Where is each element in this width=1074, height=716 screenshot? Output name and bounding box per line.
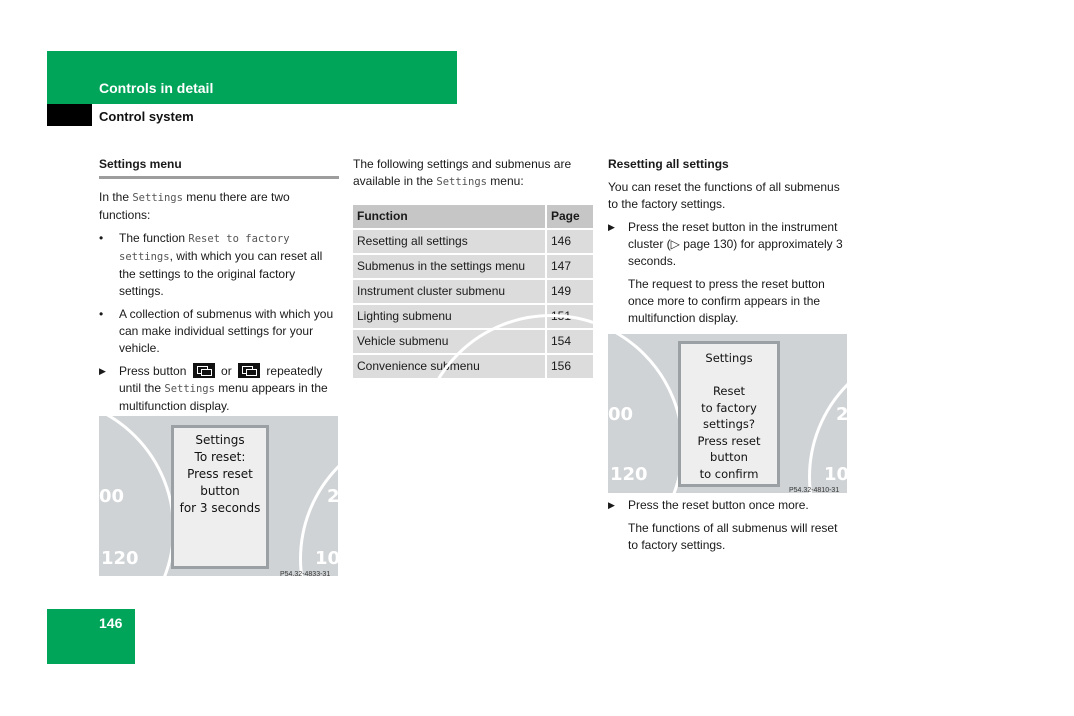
column-header: Function: [353, 205, 545, 228]
instruction-step: ▶ Press button or repeatedly until the Settings menu appears in the multifunction display.: [99, 364, 328, 413]
image-code: P54.32-4833-31: [280, 571, 331, 578]
resetting-heading: Resetting all settings: [608, 157, 729, 171]
gauge-label: 120: [101, 548, 139, 569]
multifunction-display: Settings Reset to factory settings? Press reset button to confirm: [678, 341, 780, 487]
gauge-label: 00: [99, 486, 125, 507]
column-settings-menu: [99, 156, 339, 421]
instrument-cluster-image: [608, 334, 850, 494]
triangle-bullet-icon: ▶: [608, 222, 615, 232]
triangle-bullet-icon: ▶: [608, 500, 615, 510]
bullet-icon: •: [99, 307, 104, 321]
page-number: 146: [99, 615, 123, 631]
gauge-label: 10: [315, 548, 341, 569]
table-row: Convenience submenu 156: [353, 355, 593, 378]
bullet-icon: •: [99, 231, 104, 245]
instrument-cluster-image: [99, 416, 341, 578]
settings-intro: In the Settings menu there are two functions:: [99, 190, 290, 222]
table-row: Resetting all settings 146: [353, 230, 593, 253]
gauge-label: 10: [824, 464, 850, 485]
image-code: P54.32-4810-31: [789, 487, 840, 494]
list-item: • A collection of submenus with which you can make individual settings for your vehicle.: [99, 307, 334, 355]
table-row: Submenus in the settings menu 147: [353, 255, 593, 278]
gauge-label: 2: [836, 404, 849, 425]
table-row: Instrument cluster submenu 149: [353, 280, 593, 303]
gauge-label: 120: [610, 464, 648, 485]
table-row: Vehicle submenu 154: [353, 330, 593, 353]
gauge-label: 2: [327, 486, 340, 507]
instruction-step: ▶ Press the reset button once more.: [608, 498, 809, 512]
triangle-bullet-icon: ▶: [99, 366, 106, 376]
multifunction-display: Settings To reset: Press reset button for 3 seconds: [171, 425, 269, 569]
step-note: The functions of all submenus will reset to factory settings.: [628, 521, 838, 552]
table-header-row: [353, 205, 593, 228]
resetting-intro: You can reset the functions of all submenus to the factory settings.: [608, 180, 840, 211]
gauge-label: 00: [608, 404, 634, 425]
column-resetting-continued: [608, 497, 848, 560]
column-resetting: [608, 156, 848, 333]
settings-menu-heading: Settings menu: [99, 156, 339, 179]
subsection-title: Control system: [99, 109, 194, 124]
list-item: • The function Reset to factory settings, with which you can reset all the settings to the original factory settings.: [99, 231, 323, 298]
instruction-step: ▶ Press the reset button in the instrument cluster (▷ page 130) for approximately 3 seconds.: [608, 220, 843, 268]
header-black-tab: [47, 104, 92, 126]
table-row: Lighting submenu 151: [353, 305, 593, 328]
display-button-icon: [193, 363, 215, 378]
section-title: Controls in detail: [99, 80, 214, 96]
display-button-icon: [238, 363, 260, 378]
column-header: Page: [545, 205, 593, 228]
table-intro: The following settings and submenus are available in the Settings menu:: [353, 157, 572, 188]
step-note: The request to press the reset button once more to confirm appears in the multifunction display.: [628, 277, 825, 325]
